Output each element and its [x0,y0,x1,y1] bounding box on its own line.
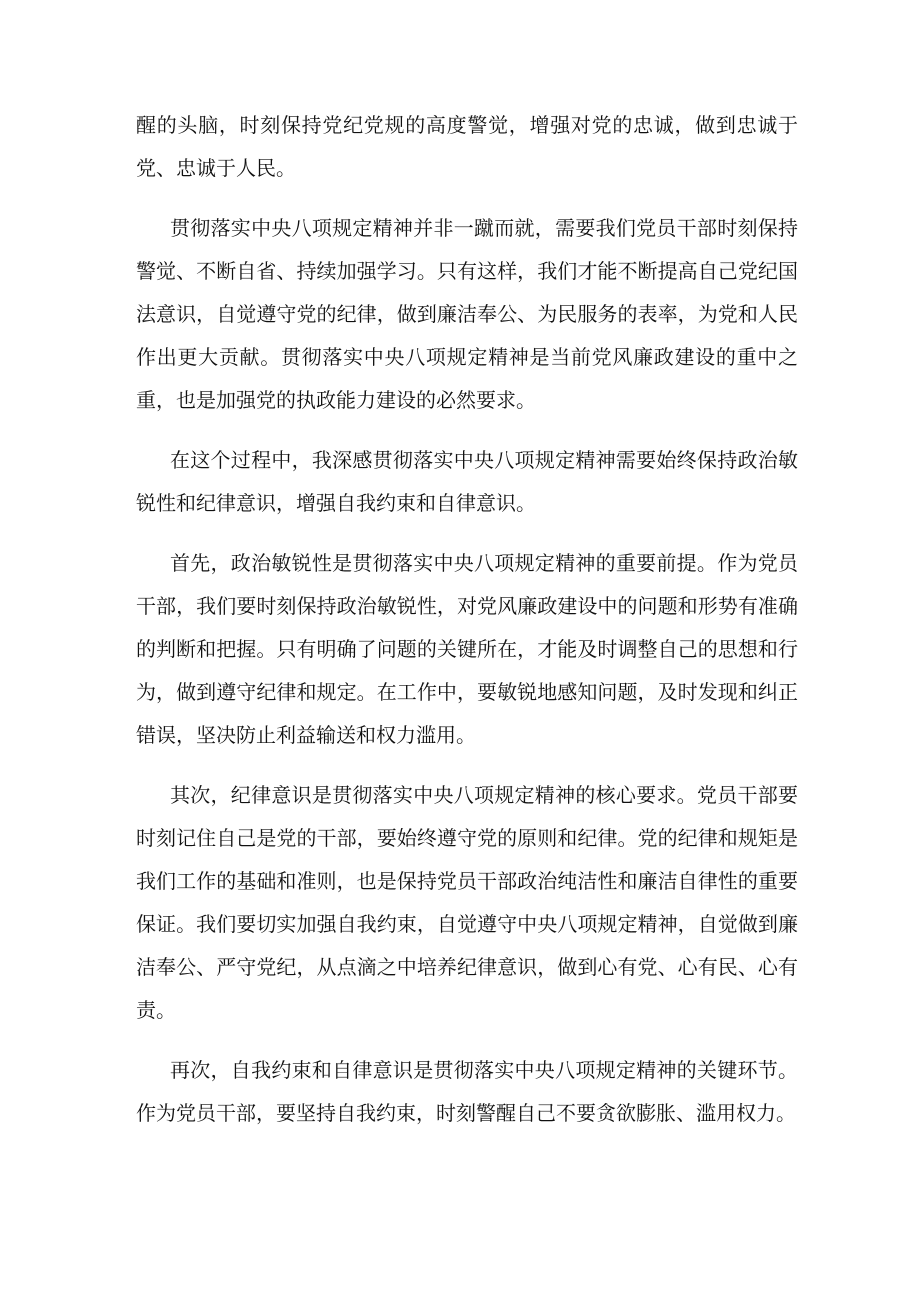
paragraph-implementation: 贯彻落实中央八项规定精神并非一蹴而就，需要我们党员干部时刻保持警觉、不断自省、持续加强学习。只有这样，我们才能不断提高自己党纪国法意识，自觉遵守党的纪律，做到廉洁奉公、为民服务的表率，为党和人民作出更大贡献。贯彻落实中央八项规定精神是当前党风廉政建设的重中之重，也是加强党的执政能力建设的必然要求。 [136,216,798,412]
paragraph-second: 其次，纪律意识是贯彻落实中央八项规定精神的核心要求。党员干部要时刻记住自己是党的干部，要始终遵守党的原则和纪律。党的纪律和规矩是我们工作的基础和准则，也是保持党员干部政治纯洁性和廉洁自律性的重要保证。我们要切实加强自我约束，自觉遵守中央八项规定精神，自觉做到廉洁奉公、严守党纪，从点滴之中培养纪律意识，做到心有党、心有民、心有责。 [136,783,798,1022]
paragraph-first: 首先，政治敏锐性是贯彻落实中央八项规定精神的重要前提。作为党员干部，我们要时刻保持政治敏锐性，对党风廉政建设中的问题和形势有准确的判断和把握。只有明确了问题的关键所在，才能及时调整自己的思想和行为，做到遵守纪律和规定。在工作中，要敏锐地感知问题，及时发现和纠正错误，坚决防止利益输送和权力滥用。 [136,551,798,747]
paragraph-process: 在这个过程中，我深感贯彻落实中央八项规定精神需要始终保持政治敏锐性和纪律意识，增强自我约束和自律意识。 [136,448,798,515]
paragraph-continued: 醒的头脑，时刻保持党纪党规的高度警觉，增强对党的忠诚，做到忠诚于党、忠诚于人民。 [136,113,798,180]
document-body [136,104,798,1152]
paragraph-third: 再次，自我约束和自律意识是贯彻落实中央八项规定精神的关键环节。作为党员干部，要坚持自我约束，时刻警醒自己不要贪欲膨胀、滥用权力。 [136,1058,798,1125]
